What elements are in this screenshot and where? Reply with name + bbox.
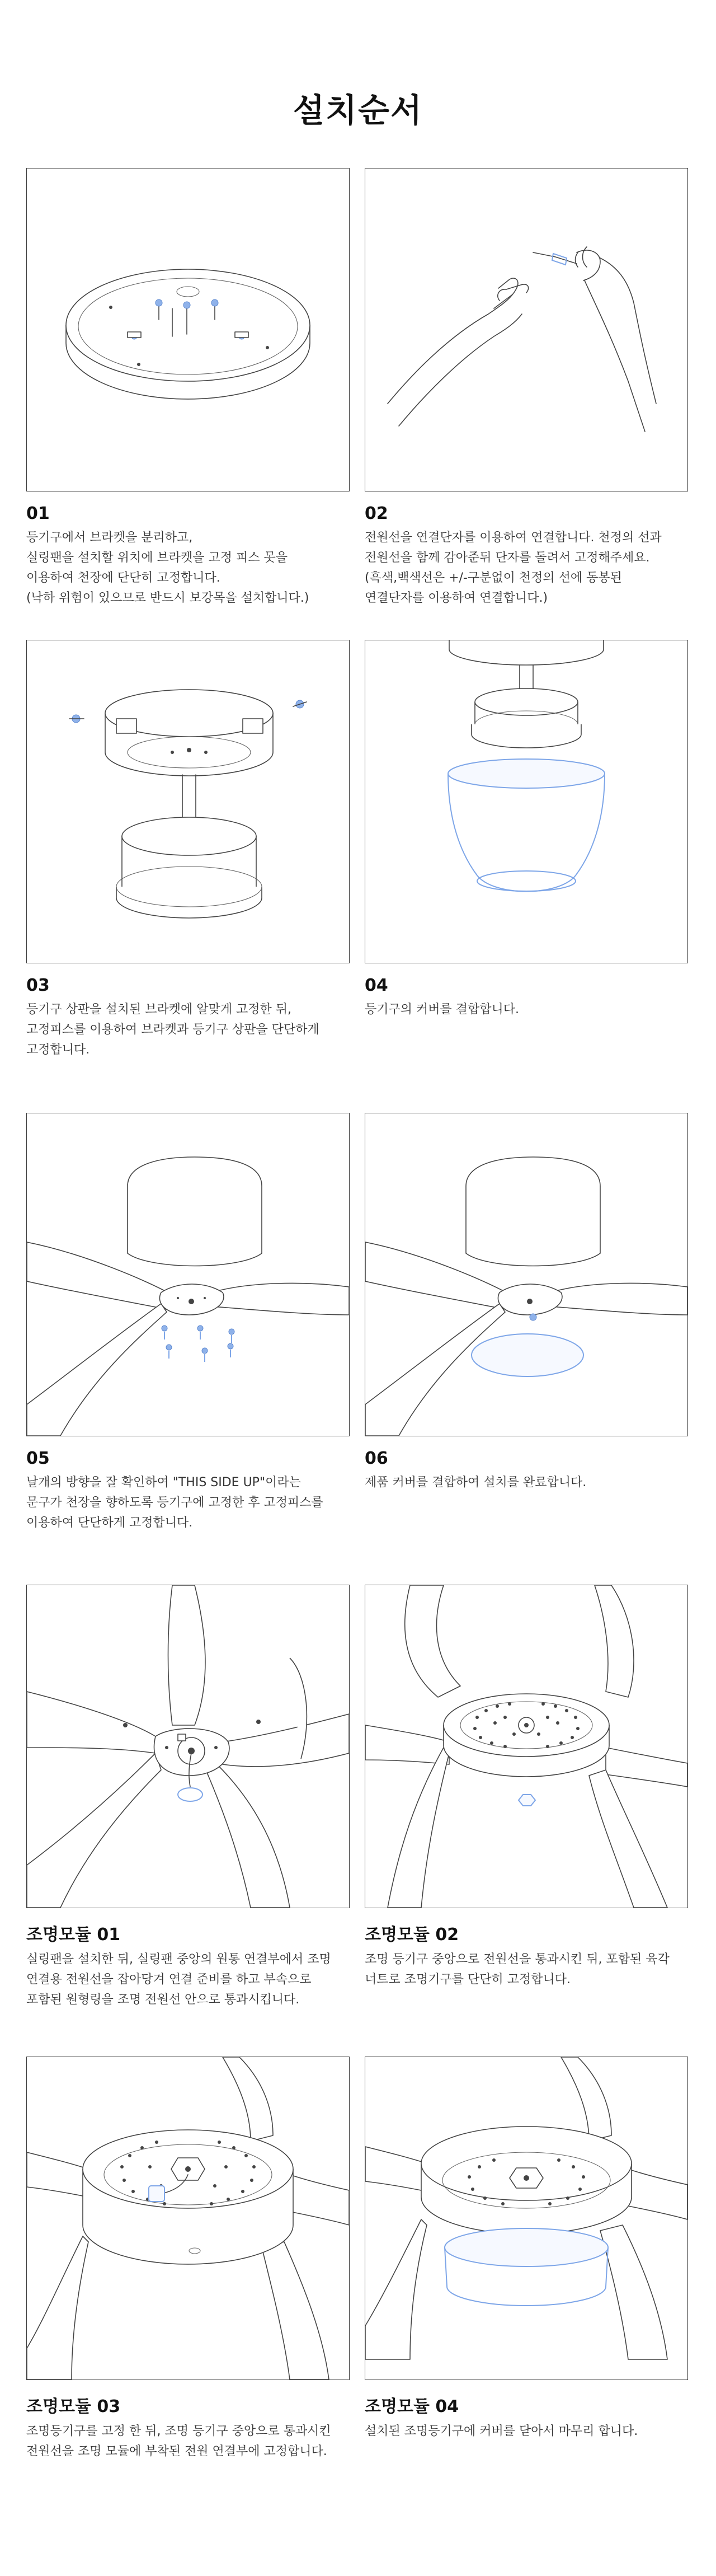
step-description: 등기구의 커버를 결합합니다. <box>365 1003 520 1017</box>
finish-cover-illustration <box>365 1113 687 1436</box>
step-description: 전원선을 연결단자를 이용하여 연결합니다. 천정의 선과 전원선을 함께 감아준뒤 단자를 돌려서 고정해주세요. (흑색,백색선은 +/-구분없이 천정의 선에 동봉된 연결단자를 이용하여 연결합니다.) <box>365 531 662 605</box>
step-02-illustration <box>365 168 688 491</box>
light-fixture-nut-illustration <box>365 1585 687 1908</box>
light-module-03-illustration <box>26 2057 350 2380</box>
step-02 <box>365 168 688 608</box>
light-module-02-illustration <box>365 1585 688 1908</box>
step-03-illustration <box>26 640 350 963</box>
light-module-03 <box>26 2057 350 2462</box>
step-06-illustration <box>365 1113 688 1436</box>
step-04 <box>365 640 688 1020</box>
step-05 <box>26 1113 350 1533</box>
step-number: 조명모듈 04 <box>365 2397 459 2416</box>
light-cover-illustration <box>365 2057 687 2380</box>
step-01-illustration <box>26 168 350 491</box>
step-number: 03 <box>26 976 50 995</box>
step-description: 조명등기구를 고정 한 뒤, 조명 등기구 중앙으로 통과시킨 전원선을 조명 모듈에 부착된 전원 연결부에 고정합니다. <box>26 2424 331 2458</box>
step-description: 조명 등기구 중앙으로 전원선을 통과시킨 뒤, 포함된 육각 너트로 조명기구를 단단히 고정합니다. <box>365 1952 670 1987</box>
step-number: 06 <box>365 1449 388 1468</box>
wire-connector-illustration <box>27 2057 349 2380</box>
step-number: 05 <box>26 1449 50 1468</box>
step-number: 조명모듈 02 <box>365 1925 459 1945</box>
light-module-02 <box>365 1585 688 1990</box>
step-description: 등기구 상판을 설치된 브라켓에 알맞게 고정한 뒤, 고정피스를 이용하여 브라켓과 등기구 상판을 단단하게 고정합니다. <box>26 1003 319 1057</box>
step-description: 설치된 조명등기구에 커버를 닫아서 마무리 합니다. <box>365 2424 638 2438</box>
step-description: 실링팬을 설치한 뒤, 실링팬 중앙의 원통 연결부에서 조명 연결용 전원선을 잡아당겨 연결 준비를 하고 부속으로 포함된 원형링을 조명 전원선 안으로 통과시킵니다. <box>26 1952 331 2007</box>
light-module-01-illustration <box>26 1585 350 1908</box>
step-number: 조명모듈 01 <box>26 1925 121 1945</box>
step-number: 조명모듈 03 <box>26 2397 121 2416</box>
ring-through-wire-illustration <box>27 1585 349 1908</box>
step-03 <box>26 640 350 1060</box>
cover-assembly-illustration <box>365 640 687 963</box>
step-05-illustration <box>26 1113 350 1436</box>
step-04-illustration <box>365 640 688 963</box>
step-number: 01 <box>26 504 50 523</box>
step-description: 날개의 방향을 잘 확인하여 "THIS SIDE UP"이라는 문구가 천장을 향하도록 등기구에 고정한 후 고정피스를 이용하여 단단하게 고정합니다. <box>26 1476 323 1530</box>
canopy-mount-illustration <box>27 640 349 963</box>
bracket-illustration <box>27 168 349 491</box>
light-module-01 <box>26 1585 350 2010</box>
step-number: 04 <box>365 976 388 995</box>
light-module-04-illustration <box>365 2057 688 2380</box>
step-description: 등기구에서 브라켓을 분리하고, 실링팬을 설치할 위치에 브라켓을 고정 피스 못을 이용하여 천장에 단단히 고정합니다. (낙하 위험이 있으므로 반드시 보강목을 설치합니다.) <box>26 531 309 605</box>
step-01 <box>26 168 350 608</box>
blade-attach-illustration <box>27 1113 349 1436</box>
step-number: 02 <box>365 504 388 523</box>
step-description: 제품 커버를 결합하여 설치를 완료합니다. <box>365 1476 587 1490</box>
wire-connection-illustration <box>365 168 687 491</box>
page-title: 설치순서 <box>293 91 423 129</box>
light-module-04 <box>365 2057 688 2442</box>
step-06 <box>365 1113 688 1493</box>
